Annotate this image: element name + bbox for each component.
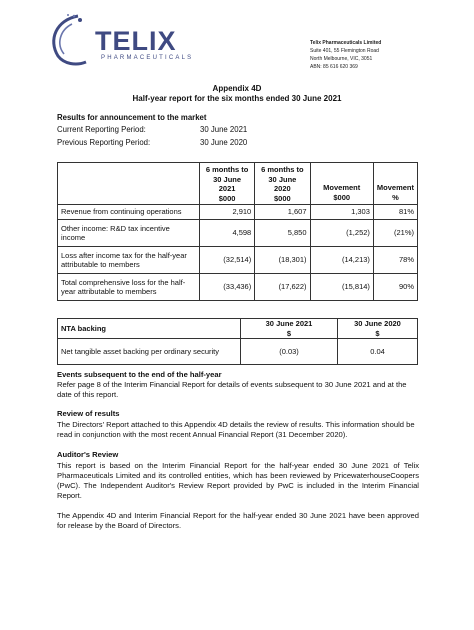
cell-movement: (15,814) [310, 274, 373, 301]
row-label: Total comprehensive loss for the half-year attributable to members [58, 274, 200, 301]
results-heading: Results for announcement to the market [57, 113, 207, 122]
review-heading: Review of results [57, 409, 120, 418]
table-row [58, 247, 418, 274]
company-name: Telix Pharmaceuticals Limited [310, 40, 382, 46]
nta-value-2020: 0.04 [338, 339, 418, 365]
cell-2020: (17,622) [255, 274, 310, 301]
approval-text: The Appendix 4D and Interim Financial Report for the half-year ended 30 June 2021 have been approved for release by the Board of Directors. [57, 511, 419, 530]
logo-wordmark: TELIX [95, 26, 177, 56]
document-title: Appendix 4D [212, 84, 262, 93]
previous-period-value: 30 June 2020 [200, 138, 248, 147]
cell-2021: (33,436) [199, 274, 254, 301]
cell-movement-pct: 78% [373, 247, 417, 274]
events-heading: Events subsequent to the end of the half-year [57, 370, 222, 379]
current-period-label: Current Reporting Period: [57, 125, 146, 134]
cell-2020: 5,850 [255, 220, 310, 247]
cell-movement-pct: (21%) [373, 220, 417, 247]
nta-col-2020: 30 June 2020 $ [338, 319, 418, 339]
nta-table [57, 318, 418, 365]
results-table [57, 162, 418, 301]
col-header-movement-000: Movement $000 [310, 163, 373, 205]
table-row [58, 274, 418, 301]
cell-movement-pct: 90% [373, 274, 417, 301]
cell-2021: 4,598 [199, 220, 254, 247]
cell-movement: (14,213) [310, 247, 373, 274]
table-row [58, 220, 418, 247]
company-address [310, 39, 381, 71]
previous-period-label: Previous Reporting Period: [57, 138, 151, 147]
row-label: Net tangible asset backing per ordinary security [58, 339, 241, 365]
cell-movement-pct: 81% [373, 205, 417, 220]
row-label: Loss after income tax for the half-year attributable to members [58, 247, 200, 274]
document-subtitle: Half-year report for the six months ended 30 June 2021 [132, 94, 342, 103]
cell-movement: (1,252) [310, 220, 373, 247]
cell-2020: 1,607 [255, 205, 310, 220]
cell-2020: (18,301) [255, 247, 310, 274]
logo-subtitle: PHARMACEUTICALS [101, 55, 194, 61]
cell-2021: (32,514) [199, 247, 254, 274]
row-label: Other income: R&D tax incentive income [58, 220, 200, 247]
nta-col-2021: 30 June 2021 $ [241, 319, 338, 339]
company-address-line2: North Melbourne, VIC, 3051 [310, 56, 373, 62]
table-header-row [58, 163, 418, 205]
table-row [58, 339, 418, 365]
auditor-heading: Auditor's Review [57, 450, 119, 459]
nta-title: NTA backing [58, 319, 241, 339]
nta-value-2021: (0.03) [241, 339, 338, 365]
cell-2021: 2,910 [199, 205, 254, 220]
col-header-movement-pct: Movement % [373, 163, 417, 205]
auditor-body: This report is based on the Interim Financial Report for the half-year ended 30 June 2021 of Telix Pharmaceuticals Limited and its controlled entities, which has been reviewed by PricewaterhouseCoopers (PwC). The Independent Auditor's Review Report provided by PwC is included in the Interim Financial Report. [57, 461, 419, 500]
events-body: Refer page 8 of the Interim Financial Report for details of events subsequent to 30 June 2021 and at the date of this report. [57, 380, 407, 399]
table-row [58, 205, 418, 220]
telix-logo-icon [44, 12, 94, 68]
company-address-line1: Suite 401, 55 Flemington Road [310, 48, 379, 54]
row-label: Revenue from continuing operations [58, 205, 200, 220]
cell-movement: 1,303 [310, 205, 373, 220]
col-header-2021: 6 months to 30 June 2021 $000 [199, 163, 254, 205]
current-period-value: 30 June 2021 [200, 125, 248, 134]
table-header-row [58, 319, 418, 339]
review-body: The Directors' Report attached to this Appendix 4D details the review of results. This information should be read in conjunction with the most recent Annual Financial Report (31 December 2020). [57, 420, 415, 439]
col-header-2020: 6 months to 30 June 2020 $000 [255, 163, 310, 205]
company-abn: ABN: 85 616 620 369 [310, 64, 358, 70]
